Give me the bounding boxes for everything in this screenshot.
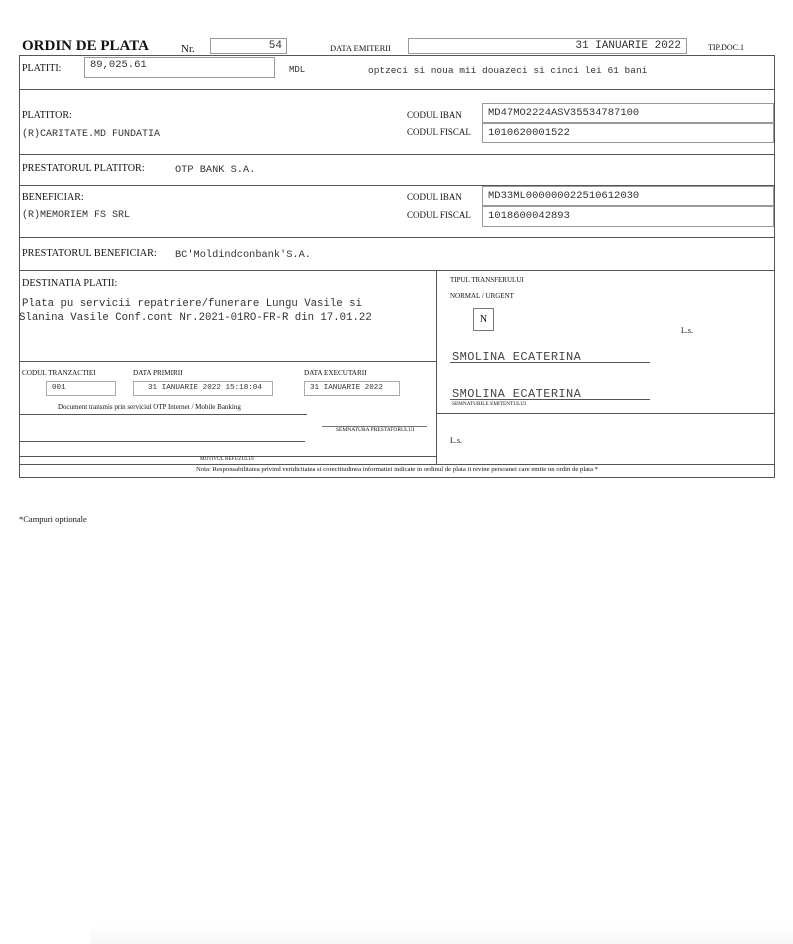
issuer-signature-1: SMOLINA ECATERINA — [452, 350, 582, 364]
transaction-code-label: CODUL TRANZACTIEI — [22, 369, 96, 377]
beneficiary-iban-field: MD33ML000000022510612030 — [482, 186, 774, 206]
purpose-text-line-1: Plata pu servicii repatriere/funerare Lungu Vasile si — [22, 298, 362, 310]
amount-label: PLATITI: — [22, 63, 62, 74]
payer-label: PLATITOR: — [22, 110, 72, 121]
beneficiary-label: BENEFICIAR: — [22, 192, 84, 203]
order-number-label: Nr. — [181, 43, 195, 55]
issuer-signature-1-underline — [450, 362, 650, 363]
divider-amount — [19, 89, 775, 90]
payer-iban-label: CODUL IBAN — [407, 110, 462, 120]
received-date-label: DATA PRIMIRII — [133, 369, 183, 377]
page-bottom-shadow — [90, 924, 793, 944]
document-type-label: TIP.DOC.1 — [708, 43, 745, 52]
issuer-signature-2: SMOLINA ECATERINA — [452, 387, 582, 401]
document-title: ORDIN DE PLATA — [22, 38, 149, 54]
executed-date-label: DATA EXECUTARII — [304, 369, 367, 377]
payer-bank-name: OTP BANK S.A. — [175, 164, 256, 176]
divider-footer — [19, 464, 775, 465]
beneficiary-fiscal-field: 1018600042893 — [482, 206, 774, 227]
purpose-label: DESTINATIA PLATII: — [22, 278, 118, 289]
responsibility-note: Nota: Responsabilitatea privind veridicitatea si corectitudinea informatiei indicate in ordinul de plata ii revine persoanei care emite un ordin de plata * — [195, 466, 599, 473]
payer-bank-label: PRESTATORUL PLATITOR: — [22, 163, 145, 174]
divider-blank-row — [19, 441, 305, 442]
divider-channel — [19, 414, 307, 415]
beneficiary-bank-label: PRESTATORUL BENEFICIAR: — [22, 248, 157, 259]
currency-value: MDL — [289, 65, 306, 75]
issuer-signature-2-underline — [450, 399, 650, 400]
purpose-text-line-2: Slanina Vasile Conf.cont Nr.2021-01RO-FR-R din 17.01.22 — [19, 312, 372, 324]
divider-vertical-center — [436, 270, 437, 464]
divider-issuer-signatures — [436, 413, 774, 414]
beneficiary-name: (R)MEMORIEM FS SRL — [22, 210, 131, 221]
seal-label-lower: L.s. — [450, 436, 462, 445]
transfer-mode-label: NORMAL / URGENT — [450, 292, 514, 300]
channel-note: Document transmis prin serviciul OTP Internet / Mobile Banking — [58, 403, 241, 411]
executed-date-field: 31 IANUARIE 2022 — [304, 381, 400, 396]
divider-beneficiary — [19, 237, 775, 238]
order-number-field: 54 — [210, 38, 287, 54]
provider-signature-label: SEMNATURA PRESTATORULUI — [336, 427, 415, 433]
divider-beneficiary-bank — [19, 270, 775, 271]
issuer-signatures-label: SEMNATURILE EMITENTULUI — [452, 401, 526, 407]
issue-date-label: DATA EMITERII — [330, 43, 391, 53]
divider-purpose — [19, 361, 436, 362]
received-date-field: 31 IANUARIE 2022 15:18:04 — [133, 381, 273, 396]
refusal-reason-label: MOTIVUL REFUZULUI — [200, 456, 254, 462]
payer-iban-field: MD47MO2224ASV35534787100 — [482, 103, 774, 123]
payer-fiscal-label: CODUL FISCAL — [407, 127, 471, 137]
issue-date-field: 31 IANUARIE 2022 — [408, 38, 687, 54]
payer-fiscal-field: 1010620001522 — [482, 123, 774, 143]
seal-label-upper: L.s. — [681, 326, 693, 335]
optional-fields-note: *Campuri optionale — [19, 514, 87, 524]
beneficiary-fiscal-label: CODUL FISCAL — [407, 210, 471, 220]
transfer-mode-field: N — [473, 308, 494, 331]
divider-payer — [19, 154, 775, 155]
beneficiary-iban-label: CODUL IBAN — [407, 192, 462, 202]
payer-name: (R)CARITATE.MD FUNDATIA — [22, 129, 161, 140]
amount-in-words: optzeci si noua mii douazeci si cinci lei 61 bani — [368, 65, 648, 76]
transaction-code-field: 001 — [46, 381, 116, 396]
beneficiary-bank-name: BC'Moldindconbank'S.A. — [175, 249, 311, 261]
amount-field: 89,025.61 — [84, 57, 275, 78]
transfer-type-label: TIPUL TRANSFERULUI — [450, 276, 524, 284]
